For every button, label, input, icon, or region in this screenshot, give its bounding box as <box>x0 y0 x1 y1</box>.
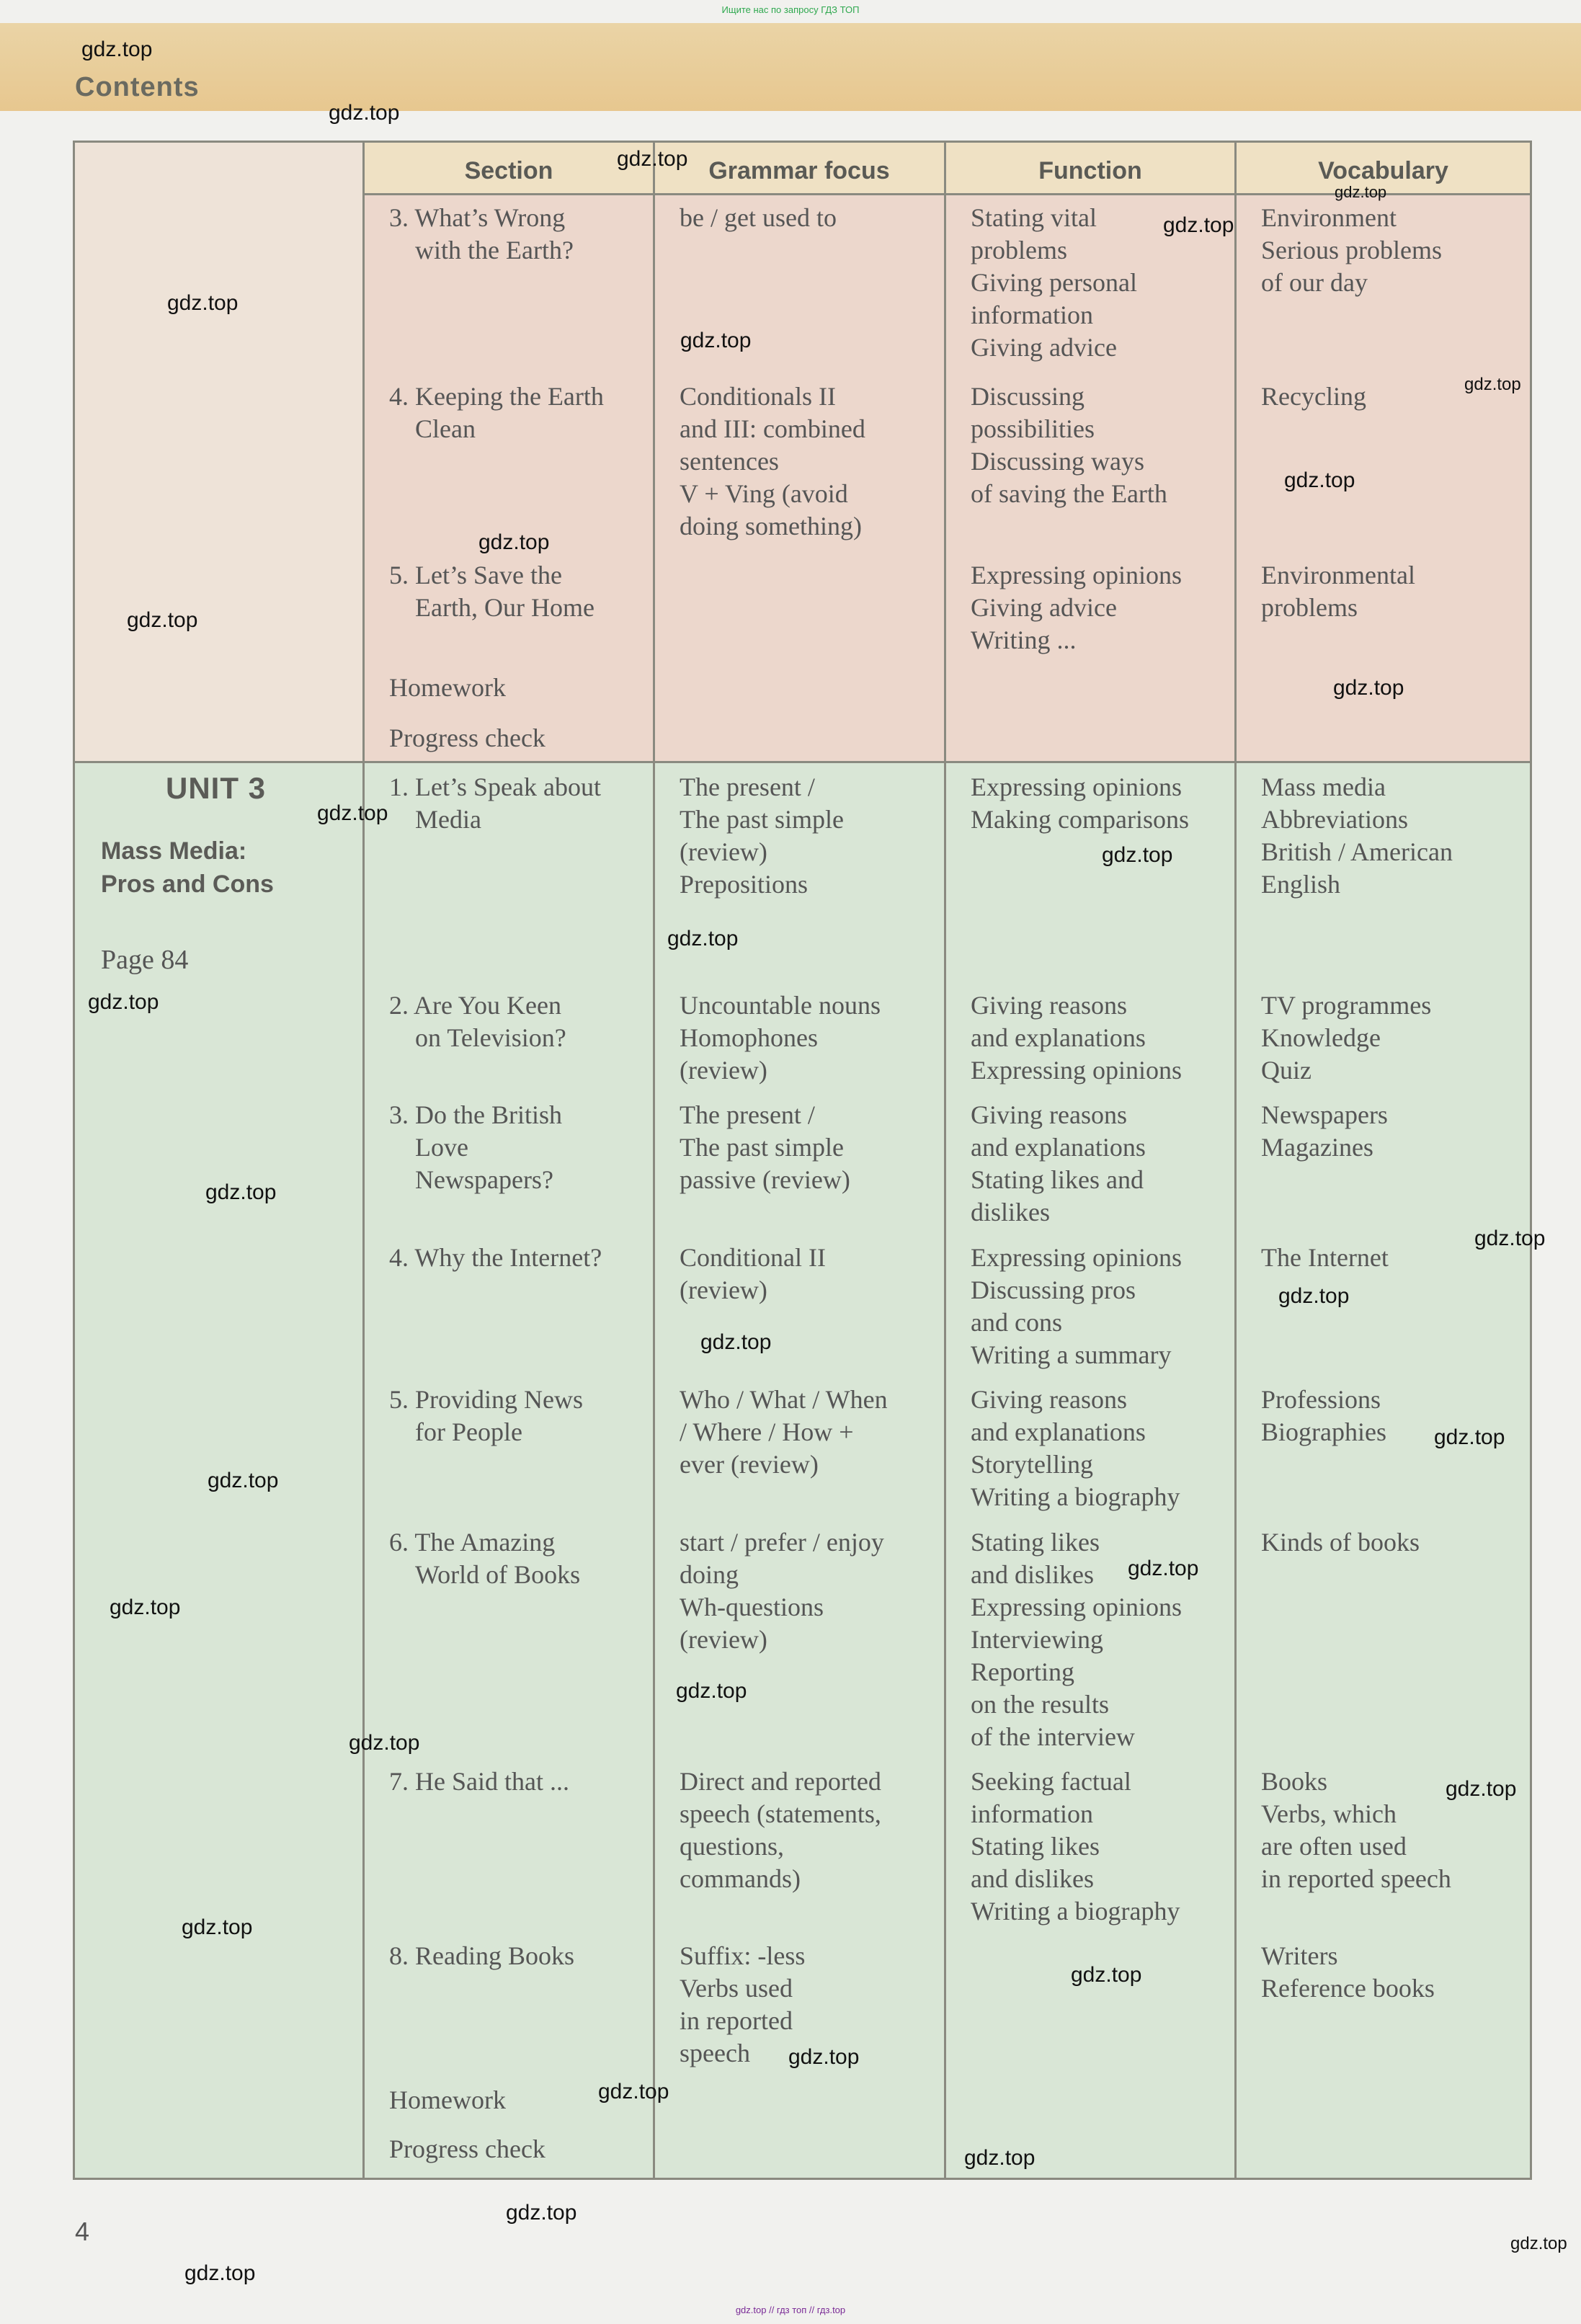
watermark: gdz.top <box>676 1679 747 1703</box>
page-title: Contents <box>75 72 200 102</box>
watermark: gdz.top <box>182 1915 253 1939</box>
grammar-cell: be / get used to <box>680 203 837 232</box>
vocabulary-cell: Newspapers Magazines <box>1261 1100 1388 1162</box>
section-cell: 5. Providing News for People <box>389 1385 583 1446</box>
vocabulary-cell: Mass media Abbreviations British / American English <box>1261 773 1453 899</box>
watermark: gdz.top <box>598 2080 669 2103</box>
section-cell: 4. Keeping the Earth Clean <box>389 382 604 443</box>
section-cell: 1. Let’s Speak about Media <box>389 773 601 834</box>
vocabulary-cell: Kinds of books <box>1261 1528 1420 1557</box>
watermark: gdz.top <box>1102 843 1173 867</box>
grammar-cell: The present / The past simple (review) Prepositions <box>680 773 844 899</box>
grammar-cell: Suffix: -less Verbs used in reported speech <box>680 1941 806 2067</box>
page-number: 4 <box>75 2217 90 2246</box>
section-cell: 7. He Said that ... <box>389 1767 569 1796</box>
watermark: gdz.top <box>700 1330 772 1354</box>
watermark: gdz.top <box>110 1595 181 1619</box>
unit-page: Page 84 <box>101 945 189 975</box>
watermark: gdz.top <box>506 2201 577 2225</box>
watermark: gdz.top <box>88 990 159 1014</box>
function-cell: Expressing opinions Discussing pros and cons Writing a summary <box>971 1243 1182 1369</box>
section-cell: 6. The Amazing World of Books <box>389 1528 581 1589</box>
function-cell: Expressing opinions Making comparisons <box>971 773 1189 834</box>
footer-note: gdz.top // гдз топ // гдз.top <box>735 2305 846 2315</box>
watermark: gdz.top <box>329 101 400 125</box>
watermark: gdz.top <box>788 2045 860 2069</box>
watermark: gdz.top <box>1284 468 1355 492</box>
function-cell: Stating likes and dislikes Expressing opinions Interviewing Reporting on the results of the interview <box>971 1528 1182 1751</box>
section-cell: 8. Reading Books <box>389 1941 574 1970</box>
progress-check-label: Progress check <box>389 2134 545 2163</box>
unit-subtitle: Mass Media: Pros and Cons <box>101 837 274 898</box>
watermark: gdz.top <box>127 608 198 632</box>
function-cell: Discussing possibilities Discussing ways of saving the Earth <box>971 382 1167 508</box>
function-cell: Expressing opinions Giving advice Writing ... <box>971 561 1182 654</box>
section-cell: 2. Are You Keen on Television? <box>389 991 566 1052</box>
vocabulary-cell: Environmental problems <box>1261 561 1415 622</box>
watermark: gdz.top <box>184 2261 256 2285</box>
grammar-cell: Conditionals II and III: combined sentences V + Ving (avoid doing something) <box>680 382 865 540</box>
watermark: gdz.top <box>1128 1557 1199 1580</box>
colhead-vocabulary: Vocabulary <box>1318 157 1448 184</box>
colhead-grammar: Grammar focus <box>708 157 890 184</box>
vocabulary-cell: Books Verbs, which are often used in reported speech <box>1261 1767 1451 1893</box>
grammar-cell: Conditional II (review) <box>680 1243 826 1304</box>
function-cell: Giving reasons and explanations Expressing opinions <box>971 991 1182 1085</box>
watermark: gdz.top <box>1474 1226 1546 1250</box>
colhead-function: Function <box>1038 157 1142 184</box>
watermark: gdz.top <box>478 530 550 554</box>
grammar-cell: Direct and reported speech (statements, questions, commands) <box>680 1767 881 1893</box>
watermark: gdz.top <box>680 329 752 352</box>
function-cell: Seeking factual information Stating likes and dislikes Writing a biography <box>971 1767 1180 1925</box>
vocabulary-cell: Professions Biographies <box>1261 1385 1386 1446</box>
colhead-section: Section <box>464 157 553 184</box>
divider <box>362 141 365 2180</box>
divider <box>73 761 1532 763</box>
function-cell: Stating vital problems Giving personal information Giving advice <box>971 203 1137 362</box>
watermark: gdz.top <box>317 801 388 825</box>
grammar-cell: start / prefer / enjoy doing Wh-questions (review) <box>680 1528 884 1654</box>
function-cell: Giving reasons and explanations Storytelling Writing a biography <box>971 1385 1180 1511</box>
top-note: Ищите нас по запросу ГДЗ ТОП <box>721 4 860 15</box>
watermark: gdz.top <box>1071 1963 1142 1987</box>
homework-label: Homework <box>389 673 506 702</box>
grammar-cell: Who / What / When / Where / How + ever (review) <box>680 1385 888 1479</box>
watermark: gdz.top <box>1464 375 1521 394</box>
watermark: gdz.top <box>964 2146 1036 2170</box>
unit-title: UNIT 3 <box>166 771 267 805</box>
vocabulary-cell: TV programmes Knowledge Quiz <box>1261 991 1432 1085</box>
section-cell: 4. Why the Internet? <box>389 1243 602 1272</box>
watermark: gdz.top <box>1446 1777 1517 1801</box>
watermark: gdz.top <box>349 1731 420 1755</box>
vocabulary-cell: Recycling <box>1261 382 1366 411</box>
header-band <box>0 23 1581 111</box>
watermark: gdz.top <box>208 1469 279 1492</box>
watermark: gdz.top <box>667 927 739 950</box>
section-cell: 3. Do the British Love Newspapers? <box>389 1100 562 1194</box>
watermark: gdz.top <box>205 1180 277 1204</box>
vocabulary-cell: Environment Serious problems of our day <box>1261 203 1442 297</box>
section-cell: 3. What’s Wrong with the Earth? <box>389 203 574 264</box>
progress-check-label: Progress check <box>389 724 545 752</box>
watermark: gdz.top <box>1434 1425 1505 1449</box>
function-cell: Giving reasons and explanations Stating likes and dislikes <box>971 1100 1146 1226</box>
grammar-cell: The present / The past simple passive (review) <box>680 1100 850 1194</box>
vocabulary-cell: The Internet <box>1261 1243 1389 1272</box>
watermark: gdz.top <box>167 291 239 315</box>
watermark: gdz.top <box>81 37 153 61</box>
divider <box>944 141 946 2180</box>
watermark: gdz.top <box>1333 676 1404 700</box>
grammar-cell: Uncountable nouns Homophones (review) <box>680 991 881 1085</box>
divider <box>1234 141 1237 2180</box>
watermark: gdz.top <box>1510 2234 1567 2253</box>
watermark: gdz.top <box>1335 183 1387 201</box>
watermark: gdz.top <box>617 147 688 171</box>
watermark: gdz.top <box>1163 213 1234 237</box>
vocabulary-cell: Writers Reference books <box>1261 1941 1435 2003</box>
watermark: gdz.top <box>1278 1284 1350 1308</box>
section-cell: 5. Let’s Save the Earth, Our Home <box>389 561 594 622</box>
divider <box>653 141 655 2180</box>
homework-label: Homework <box>389 2085 506 2114</box>
